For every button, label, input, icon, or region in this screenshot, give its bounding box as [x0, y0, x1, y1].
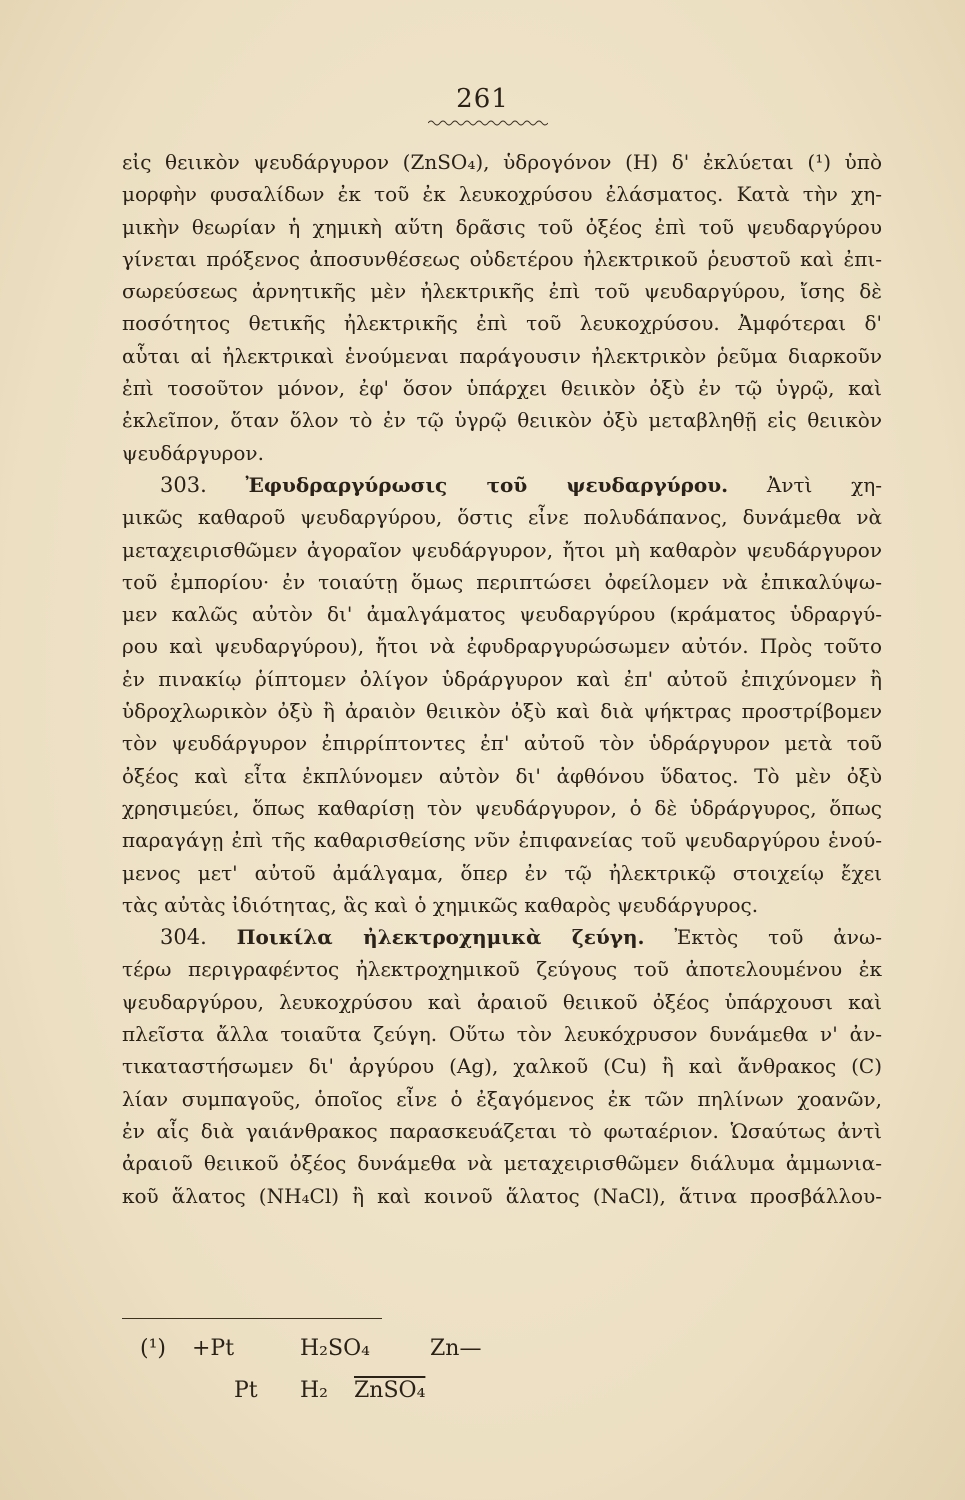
text-line: ρου καὶ ψευδαργύρου), ἤτοι νὰ ἐφυδραργυρώσωμεν αὐτόν. Πρὸς τοῦτο — [122, 634, 882, 659]
footnote-divider — [122, 1318, 382, 1319]
text-line: χρησιμεύει, ὅπως καθαρίσῃ τὸν ψευδάργυρον, ὁ δὲ ὑδράργυρος, ὅπως — [122, 795, 882, 820]
text-line: μεταχειρισθῶμεν ἀγοραῖον ψευδάργυρον, ἤτοι μὴ καθαρὸν ψευδάργυρον — [122, 537, 882, 562]
text-line: μικῶς καθαροῦ ψευδαργύρου, ὅστις εἶνε πολυδάπανος, δυνάμεθα νὰ — [122, 505, 882, 530]
text-line: κοῦ ἅλατος (NH₄Cl) ἢ καὶ κοινοῦ ἅλατος (NaCl), ἅτινα προσβάλλου- — [122, 1183, 882, 1208]
text-line: ἀραιοῦ θειικοῦ ὀξέος δυνάμεθα νὰ μεταχειρισθῶμεν διάλυμα ἀμμωνια- — [122, 1151, 882, 1176]
text-line: μορφὴν φυσαλίδων ἐκ τοῦ ἐκ λευκοχρύσου ἐλάσματος. Κατὰ τὴν χη- — [122, 182, 882, 207]
section-303-lead: Ἀντὶ χη- — [766, 472, 883, 497]
footnote-formula-h2so4: H₂SO₄ — [300, 1336, 370, 1361]
text-line: ἐκλεῖπον, ὅταν ὅλον τὸ ἐν τῷ ὑγρῷ θειικὸν ὀξὺ μεταβληθῇ εἰς θειικὸν — [122, 408, 882, 433]
text-line: αὗται αἱ ἠλεκτρικαὶ ἑνούμεναι παράγουσιν ἠλεκτρικὸν ῥεῦμα διαρκοῦν — [122, 343, 882, 368]
footnote-formula-zn: Zn— — [430, 1336, 482, 1361]
section-303-heading-line — [122, 469, 882, 501]
text-line: ψευδαργύρου, λευκοχρύσου καὶ ἀραιοῦ θειικοῦ ὀξέος ὑπάρχουσι καὶ — [122, 989, 882, 1014]
footnote-formula-znso4: ZnSO₄ — [354, 1378, 426, 1403]
section-304-heading-line — [122, 921, 882, 953]
text-line: ψευδάργυρον. — [122, 440, 264, 465]
text-line: μικὴν θεωρίαν ἡ χημικὴ αὕτη δρᾶσις τοῦ ὀξέος ἐπὶ τοῦ ψευδαργύρου — [122, 214, 882, 239]
footnote-formula-pt: Pt — [234, 1378, 258, 1403]
section-304-lead: Ἐκτὸς τοῦ ἀνω- — [674, 925, 883, 950]
text-line: μενος μετ' αὐτοῦ ἀμάλγαμα, ὅπερ ἐν τῷ ἠλεκτρικῷ στοιχείῳ ἔχει — [122, 860, 882, 885]
text-line: τὰς αὐτὰς ἰδιότητας, ἃς καὶ ὁ χημικῶς καθαρὸς ψευδάργυρος. — [122, 892, 759, 917]
text-line: τέρω περιγραφέντος ἠλεκτροχημικοῦ ζεύγους τοῦ ἀποτελουμένου ἐκ — [122, 957, 882, 982]
text-line: λίαν συμπαγοῦς, ὁποῖος εἶνε ὁ ἐξαγόμενος ἐκ τῶν πηλίνων χοανῶν, — [122, 1086, 882, 1111]
text-line: ποσότητος θετικῆς ἠλεκτρικῆς ἐπὶ τοῦ λευκοχρύσου. Ἀμφότεραι δ' — [122, 311, 882, 336]
text-line: ὑδροχλωρικὸν ὀξὺ ἢ ἀραιὸν θειικὸν ὀξὺ καὶ διὰ ψήκτρας προστρίβομεν — [122, 699, 882, 724]
text-line: ἐπὶ τοσοῦτον μόνον, ἐφ' ὅσον ὑπάρχει θειικὸν ὀξὺ ἐν τῷ ὑγρῷ, καὶ — [122, 376, 882, 401]
text-line: ἐν πινακίῳ ῥίπτομεν ὀλίγον ὑδράργυρον καὶ ἐπ' αὐτοῦ ἐπιχύνομεν ἢ — [122, 666, 882, 691]
text-line: σωρεύσεως ἀρνητικῆς μὲν ἠλεκτρικῆς ἐπὶ τοῦ ψευδαργύρου, ἴσης δὲ — [122, 279, 882, 304]
text-line: ἐν αἷς διὰ γαιάνθρακος παρασκευάζεται τὸ φωταέριον. Ὡσαύτως ἀντὶ — [122, 1118, 882, 1143]
ornamental-rule-icon — [428, 118, 548, 128]
text-line: ὀξέος καὶ εἶτα ἐκπλύνομεν αὐτὸν δι' ἀφθόνου ὕδατος. Τὸ μὲν ὀξὺ — [122, 763, 882, 788]
section-304-title: Ποικίλα ἠλεκτροχημικὰ ζεύγη. — [236, 925, 645, 950]
body-text — [122, 146, 882, 1212]
footnote-formula-pt-plus: +Pt — [192, 1336, 235, 1361]
page-number: 261 — [456, 84, 509, 114]
text-line: τοῦ ἐμπορίου· ἐν τοιαύτῃ ὅμως περιπτώσει ὀφείλομεν νὰ ἐπικαλύψω- — [122, 569, 882, 594]
text-line: παραγάγῃ ἐπὶ τῆς καθαρισθείσης νῦν ἐπιφανείας τοῦ ψευδαργύρου ἑνού- — [122, 828, 882, 853]
section-303-title: Ἐφυδραργύρωσις τοῦ ψευδαργύρου. — [245, 472, 729, 497]
text-line: τὸν ψευδάργυρον ἐπιρρίπτοντες ἐπ' αὐτοῦ τὸν ὑδράργυρον μετὰ τοῦ — [122, 731, 882, 756]
text-line: εἰς θειικὸν ψευδάργυρον (ZnSO₄), ὑδρογόνον (H) δ' ἐκλύεται (¹) ὑπὸ — [122, 150, 882, 174]
text-line: πλεῖστα ἄλλα τοιαῦτα ζεύγη. Οὕτω τὸν λευκόχρυσον δυνάμεθα ν' ἀν- — [122, 1022, 882, 1047]
footnote — [140, 1336, 560, 1426]
text-line: γίνεται πρόξενος ἀποσυνθέσεως οὐδετέρου ἠλεκτρικοῦ ῥευστοῦ καὶ ἐπι- — [122, 246, 882, 271]
section-304-number: 304. — [160, 925, 207, 950]
text-line: τικαταστήσωμεν δι' ἀργύρου (Ag), χαλκοῦ (Cu) ἢ καὶ ἄνθρακος (C) — [122, 1054, 882, 1079]
footnote-formula-h2: H₂ — [300, 1378, 329, 1403]
text-line: μεν καλῶς αὐτὸν δι' ἀμαλγάματος ψευδαργύρου (κράματος ὑδραργύ- — [122, 602, 882, 627]
section-303-number: 303. — [160, 472, 207, 497]
footnote-marker: (¹) — [140, 1336, 166, 1361]
